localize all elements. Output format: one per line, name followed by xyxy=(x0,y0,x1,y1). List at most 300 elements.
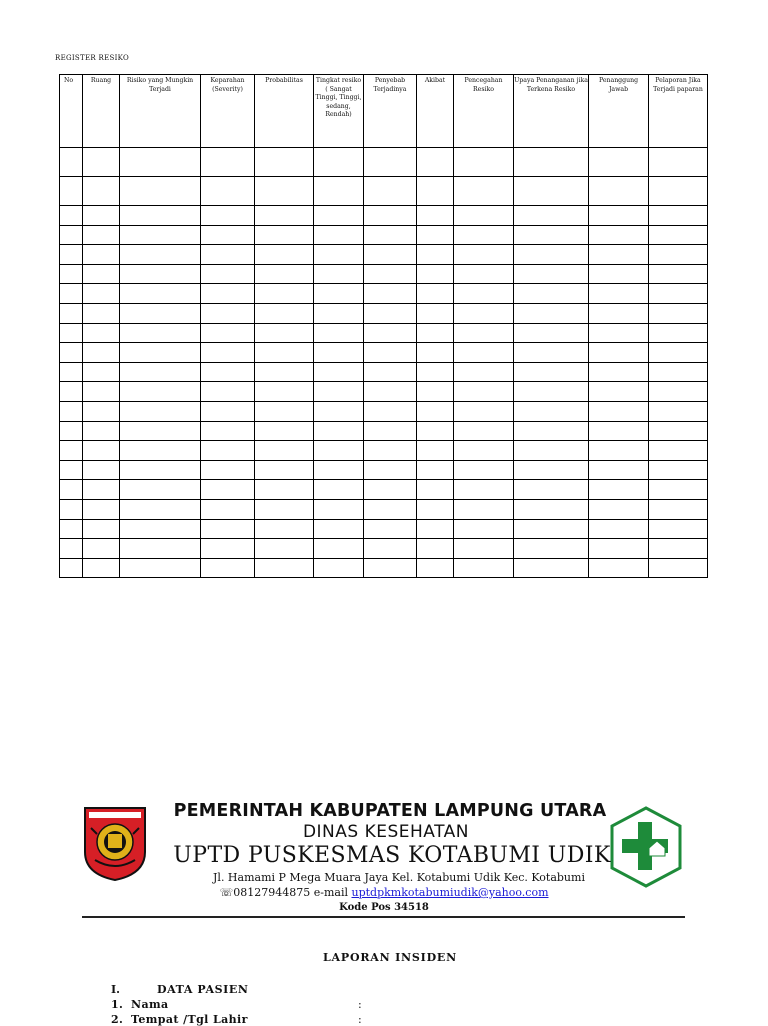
table-cell[interactable] xyxy=(314,284,364,304)
table-cell[interactable] xyxy=(364,362,417,382)
table-cell[interactable] xyxy=(454,480,514,500)
table-cell[interactable] xyxy=(255,460,314,480)
table-cell[interactable] xyxy=(120,225,201,245)
table-cell[interactable] xyxy=(589,441,649,461)
table-cell[interactable] xyxy=(314,441,364,461)
table-cell[interactable] xyxy=(589,480,649,500)
table-cell[interactable] xyxy=(83,343,120,363)
table-cell[interactable] xyxy=(364,480,417,500)
table-cell[interactable] xyxy=(255,148,314,177)
table-cell[interactable] xyxy=(314,225,364,245)
table-cell[interactable] xyxy=(589,264,649,284)
table-cell[interactable] xyxy=(314,401,364,421)
table-cell[interactable] xyxy=(314,558,364,578)
table-cell[interactable] xyxy=(255,441,314,461)
table-cell[interactable] xyxy=(417,148,454,177)
table-cell[interactable] xyxy=(83,401,120,421)
table-cell[interactable] xyxy=(649,401,708,421)
table-cell[interactable] xyxy=(649,382,708,402)
table-cell[interactable] xyxy=(417,362,454,382)
table-cell[interactable] xyxy=(60,441,83,461)
table-cell[interactable] xyxy=(201,264,255,284)
table-cell[interactable] xyxy=(514,441,589,461)
table-cell[interactable] xyxy=(589,558,649,578)
table-cell[interactable] xyxy=(454,362,514,382)
table-cell[interactable] xyxy=(649,323,708,343)
table-cell[interactable] xyxy=(364,323,417,343)
table-cell[interactable] xyxy=(60,401,83,421)
table-cell[interactable] xyxy=(83,441,120,461)
column-header-handling: Upaya Penanganan jika Terkena Resiko xyxy=(514,75,589,148)
table-cell[interactable] xyxy=(255,421,314,441)
table-cell[interactable] xyxy=(454,382,514,402)
table-cell[interactable] xyxy=(514,558,589,578)
table-cell[interactable] xyxy=(649,441,708,461)
table-cell[interactable] xyxy=(201,323,255,343)
table-cell[interactable] xyxy=(201,558,255,578)
letterhead-phone: 08127944875 e-mail xyxy=(233,886,348,899)
table-cell[interactable] xyxy=(417,343,454,363)
table-cell[interactable] xyxy=(589,343,649,363)
column-header-no: No xyxy=(60,75,83,148)
table-cell[interactable] xyxy=(364,441,417,461)
table-cell[interactable] xyxy=(649,303,708,323)
table-cell[interactable] xyxy=(60,558,83,578)
table-cell[interactable] xyxy=(201,343,255,363)
table-header-row xyxy=(60,75,708,148)
table-cell[interactable] xyxy=(120,558,201,578)
table-cell[interactable] xyxy=(83,303,120,323)
table-cell[interactable] xyxy=(314,264,364,284)
table-cell[interactable] xyxy=(514,519,589,539)
column-header-severity: Keparahan (Severity) xyxy=(201,75,255,148)
table-cell[interactable] xyxy=(60,460,83,480)
table-cell[interactable] xyxy=(649,480,708,500)
table-cell[interactable] xyxy=(314,539,364,559)
table-cell[interactable] xyxy=(314,499,364,519)
table-cell[interactable] xyxy=(514,264,589,284)
table-row xyxy=(60,245,708,265)
table-cell[interactable] xyxy=(83,362,120,382)
table-cell[interactable] xyxy=(83,225,120,245)
table-row xyxy=(60,539,708,559)
table-row xyxy=(60,519,708,539)
table-cell[interactable] xyxy=(255,480,314,500)
table-cell[interactable] xyxy=(364,499,417,519)
table-cell[interactable] xyxy=(60,382,83,402)
table-cell[interactable] xyxy=(417,264,454,284)
table-cell[interactable] xyxy=(454,441,514,461)
table-cell[interactable] xyxy=(83,421,120,441)
table-cell[interactable] xyxy=(255,245,314,265)
table-cell[interactable] xyxy=(454,225,514,245)
table-cell[interactable] xyxy=(314,421,364,441)
table-cell[interactable] xyxy=(60,519,83,539)
letterhead-email-link[interactable]: uptdpkmkotabumiudik@yahoo.com xyxy=(351,886,549,899)
table-cell[interactable] xyxy=(649,343,708,363)
table-cell[interactable] xyxy=(314,206,364,226)
table-cell[interactable] xyxy=(83,323,120,343)
table-cell[interactable] xyxy=(60,303,83,323)
field-birth-place-date xyxy=(111,1013,248,1026)
table-cell[interactable] xyxy=(201,284,255,304)
table-cell[interactable] xyxy=(83,177,120,206)
table-cell[interactable] xyxy=(514,499,589,519)
table-cell[interactable] xyxy=(514,177,589,206)
table-cell[interactable] xyxy=(314,382,364,402)
table-cell[interactable] xyxy=(649,225,708,245)
table-cell[interactable] xyxy=(364,558,417,578)
letterhead-address: Jl. Hamami P Mega Muara Jaya Kel. Kotabumi Udik Kec. Kotabumi xyxy=(213,871,585,884)
table-cell[interactable] xyxy=(120,539,201,559)
table-cell[interactable] xyxy=(255,382,314,402)
table-cell[interactable] xyxy=(454,303,514,323)
table-cell[interactable] xyxy=(83,480,120,500)
table-cell[interactable] xyxy=(120,303,201,323)
letterhead-divider xyxy=(82,916,685,918)
table-cell[interactable] xyxy=(83,206,120,226)
report-title: LAPORAN INSIDEN xyxy=(323,951,457,964)
table-cell[interactable] xyxy=(417,323,454,343)
letterhead-department: DINAS KESEHATAN xyxy=(302,822,470,842)
table-cell[interactable] xyxy=(60,480,83,500)
table-row xyxy=(60,206,708,226)
table-row xyxy=(60,264,708,284)
table-cell[interactable] xyxy=(417,421,454,441)
table-cell[interactable] xyxy=(589,284,649,304)
table-cell[interactable] xyxy=(454,421,514,441)
table-cell[interactable] xyxy=(201,499,255,519)
table-row xyxy=(60,480,708,500)
table-cell[interactable] xyxy=(589,382,649,402)
table-cell[interactable] xyxy=(364,382,417,402)
table-cell[interactable] xyxy=(201,480,255,500)
table-cell[interactable] xyxy=(649,499,708,519)
table-cell[interactable] xyxy=(649,421,708,441)
table-cell[interactable] xyxy=(649,264,708,284)
column-header-responsible: Penanggung Jawab xyxy=(589,75,649,148)
table-cell[interactable] xyxy=(60,284,83,304)
table-cell[interactable] xyxy=(201,519,255,539)
table-cell[interactable] xyxy=(83,460,120,480)
table-cell[interactable] xyxy=(417,519,454,539)
table-cell[interactable] xyxy=(514,539,589,559)
table-cell[interactable] xyxy=(201,382,255,402)
table-cell[interactable] xyxy=(255,519,314,539)
letterhead-government: PEMERINTAH KABUPATEN LAMPUNG UTARA xyxy=(173,801,607,821)
table-cell[interactable] xyxy=(514,480,589,500)
table-cell[interactable] xyxy=(364,343,417,363)
table-cell[interactable] xyxy=(201,421,255,441)
table-row xyxy=(60,362,708,382)
table-cell[interactable] xyxy=(83,264,120,284)
table-cell[interactable] xyxy=(589,539,649,559)
table-cell[interactable] xyxy=(120,401,201,421)
letterhead-postal-code: Kode Pos 34518 xyxy=(339,902,429,913)
table-cell[interactable] xyxy=(417,225,454,245)
table-cell[interactable] xyxy=(589,225,649,245)
column-header-cause: Penyebab Terjadinya xyxy=(364,75,417,148)
table-cell[interactable] xyxy=(255,343,314,363)
table-cell[interactable] xyxy=(83,539,120,559)
table-cell[interactable] xyxy=(255,362,314,382)
table-cell[interactable] xyxy=(454,519,514,539)
table-cell[interactable] xyxy=(454,323,514,343)
table-cell[interactable] xyxy=(120,362,201,382)
table-cell[interactable] xyxy=(454,539,514,559)
table-cell[interactable] xyxy=(83,519,120,539)
table-cell[interactable] xyxy=(589,206,649,226)
table-cell[interactable] xyxy=(201,245,255,265)
table-cell[interactable] xyxy=(201,303,255,323)
field-colon: : xyxy=(358,998,362,1011)
table-cell[interactable] xyxy=(417,558,454,578)
table-cell[interactable] xyxy=(120,284,201,304)
table-cell[interactable] xyxy=(83,558,120,578)
table-cell[interactable] xyxy=(454,206,514,226)
table-cell[interactable] xyxy=(314,303,364,323)
table-cell[interactable] xyxy=(120,264,201,284)
table-cell[interactable] xyxy=(364,401,417,421)
table-cell[interactable] xyxy=(60,499,83,519)
table-cell[interactable] xyxy=(314,460,364,480)
table-cell[interactable] xyxy=(255,225,314,245)
table-cell[interactable] xyxy=(649,539,708,559)
table-cell[interactable] xyxy=(589,177,649,206)
table-cell[interactable] xyxy=(120,382,201,402)
table-row xyxy=(60,284,708,304)
table-cell[interactable] xyxy=(589,401,649,421)
table-cell[interactable] xyxy=(589,362,649,382)
table-cell[interactable] xyxy=(417,401,454,421)
table-cell[interactable] xyxy=(60,148,83,177)
table-cell[interactable] xyxy=(649,206,708,226)
table-cell[interactable] xyxy=(364,264,417,284)
column-header-risk-level: Tingkat resiko ( Sangat Tinggi, Tinggi, sedang, Rendah) xyxy=(314,75,364,148)
table-cell[interactable] xyxy=(314,245,364,265)
table-cell[interactable] xyxy=(417,284,454,304)
table-cell[interactable] xyxy=(649,245,708,265)
table-cell[interactable] xyxy=(201,401,255,421)
table-cell[interactable] xyxy=(364,421,417,441)
table-cell[interactable] xyxy=(649,519,708,539)
table-cell[interactable] xyxy=(649,558,708,578)
table-cell[interactable] xyxy=(255,499,314,519)
table-cell[interactable] xyxy=(201,460,255,480)
table-cell[interactable] xyxy=(255,401,314,421)
table-cell[interactable] xyxy=(514,148,589,177)
table-cell[interactable] xyxy=(649,362,708,382)
table-cell[interactable] xyxy=(120,499,201,519)
table-cell[interactable] xyxy=(454,177,514,206)
table-cell[interactable] xyxy=(255,284,314,304)
table-cell[interactable] xyxy=(83,284,120,304)
table-cell[interactable] xyxy=(364,245,417,265)
table-cell[interactable] xyxy=(454,284,514,304)
table-cell[interactable] xyxy=(417,382,454,402)
table-cell[interactable] xyxy=(60,177,83,206)
table-body xyxy=(60,148,708,578)
table-cell[interactable] xyxy=(201,362,255,382)
table-cell[interactable] xyxy=(417,539,454,559)
table-cell[interactable] xyxy=(514,206,589,226)
table-cell[interactable] xyxy=(364,177,417,206)
column-header-risk: Risiko yang Mungkin Terjadi xyxy=(120,75,201,148)
table-row xyxy=(60,460,708,480)
table-cell[interactable] xyxy=(314,343,364,363)
table-cell[interactable] xyxy=(120,441,201,461)
table-cell[interactable] xyxy=(649,460,708,480)
table-cell[interactable] xyxy=(364,460,417,480)
table-cell[interactable] xyxy=(364,284,417,304)
table-cell[interactable] xyxy=(364,539,417,559)
table-cell[interactable] xyxy=(454,558,514,578)
table-cell[interactable] xyxy=(201,148,255,177)
table-cell[interactable] xyxy=(83,148,120,177)
table-cell[interactable] xyxy=(589,245,649,265)
column-header-probability: Probabilitas xyxy=(255,75,314,148)
table-cell[interactable] xyxy=(255,264,314,284)
table-cell[interactable] xyxy=(649,148,708,177)
table-cell[interactable] xyxy=(514,401,589,421)
phone-icon: ☏ xyxy=(219,886,234,899)
table-cell[interactable] xyxy=(120,519,201,539)
table-cell[interactable] xyxy=(60,225,83,245)
table-cell[interactable] xyxy=(120,245,201,265)
field-label: Nama xyxy=(131,998,169,1011)
table-cell[interactable] xyxy=(60,206,83,226)
table-cell[interactable] xyxy=(201,441,255,461)
table-cell[interactable] xyxy=(514,323,589,343)
table-cell[interactable] xyxy=(201,177,255,206)
table-cell[interactable] xyxy=(514,284,589,304)
table-cell[interactable] xyxy=(201,539,255,559)
table-cell[interactable] xyxy=(60,245,83,265)
table-cell[interactable] xyxy=(417,206,454,226)
field-number: 1. xyxy=(111,998,124,1011)
table-cell[interactable] xyxy=(364,225,417,245)
table-cell[interactable] xyxy=(454,401,514,421)
table-cell[interactable] xyxy=(454,264,514,284)
table-cell[interactable] xyxy=(60,362,83,382)
table-cell[interactable] xyxy=(589,460,649,480)
table-row xyxy=(60,499,708,519)
table-cell[interactable] xyxy=(417,460,454,480)
table-cell[interactable] xyxy=(314,323,364,343)
table-row xyxy=(60,177,708,206)
table-row xyxy=(60,148,708,177)
table-cell[interactable] xyxy=(255,206,314,226)
table-cell[interactable] xyxy=(255,558,314,578)
table-cell[interactable] xyxy=(120,460,201,480)
table-cell[interactable] xyxy=(120,421,201,441)
table-cell[interactable] xyxy=(60,421,83,441)
table-cell[interactable] xyxy=(514,362,589,382)
table-cell[interactable] xyxy=(514,382,589,402)
table-cell[interactable] xyxy=(589,303,649,323)
table-cell[interactable] xyxy=(649,177,708,206)
table-cell[interactable] xyxy=(454,499,514,519)
field-label: Tempat /Tgl Lahir xyxy=(131,1013,248,1026)
table-cell[interactable] xyxy=(314,148,364,177)
table-cell[interactable] xyxy=(83,499,120,519)
table-cell[interactable] xyxy=(201,225,255,245)
table-cell[interactable] xyxy=(364,148,417,177)
table-cell[interactable] xyxy=(364,303,417,323)
table-cell[interactable] xyxy=(314,480,364,500)
table-row xyxy=(60,323,708,343)
section-title: DATA PASIEN xyxy=(157,983,249,996)
letterhead-contact xyxy=(0,886,768,899)
table-cell[interactable] xyxy=(514,460,589,480)
table-cell[interactable] xyxy=(417,177,454,206)
table-cell[interactable] xyxy=(255,323,314,343)
table-cell[interactable] xyxy=(589,421,649,441)
table-cell[interactable] xyxy=(589,323,649,343)
table-cell[interactable] xyxy=(514,303,589,323)
table-cell[interactable] xyxy=(454,460,514,480)
table-cell[interactable] xyxy=(589,519,649,539)
table-cell[interactable] xyxy=(255,303,314,323)
table-row xyxy=(60,382,708,402)
table-cell[interactable] xyxy=(314,362,364,382)
field-name xyxy=(111,998,169,1011)
table-cell[interactable] xyxy=(417,441,454,461)
table-cell[interactable] xyxy=(514,421,589,441)
table-row xyxy=(60,421,708,441)
table-cell[interactable] xyxy=(514,245,589,265)
table-cell[interactable] xyxy=(314,177,364,206)
table-cell[interactable] xyxy=(454,343,514,363)
table-cell[interactable] xyxy=(364,206,417,226)
table-cell[interactable] xyxy=(60,343,83,363)
table-cell[interactable] xyxy=(417,480,454,500)
column-header-prevention: Pencegahan Resiko xyxy=(454,75,514,148)
table-cell[interactable] xyxy=(83,245,120,265)
table-cell[interactable] xyxy=(314,519,364,539)
table-cell[interactable] xyxy=(454,245,514,265)
table-cell[interactable] xyxy=(60,264,83,284)
table-cell[interactable] xyxy=(60,539,83,559)
table-cell[interactable] xyxy=(120,480,201,500)
table-cell[interactable] xyxy=(589,148,649,177)
table-cell[interactable] xyxy=(120,148,201,177)
table-cell[interactable] xyxy=(120,323,201,343)
table-row xyxy=(60,441,708,461)
table-cell[interactable] xyxy=(120,206,201,226)
table-row xyxy=(60,343,708,363)
table-cell[interactable] xyxy=(364,519,417,539)
table-cell[interactable] xyxy=(454,148,514,177)
table-cell[interactable] xyxy=(60,323,83,343)
table-cell[interactable] xyxy=(417,303,454,323)
risk-register-table xyxy=(59,74,708,578)
table-cell[interactable] xyxy=(120,177,201,206)
table-cell[interactable] xyxy=(589,499,649,519)
table-cell[interactable] xyxy=(514,343,589,363)
table-cell[interactable] xyxy=(120,343,201,363)
table-cell[interactable] xyxy=(514,225,589,245)
table-cell[interactable] xyxy=(649,284,708,304)
column-header-room: Ruang xyxy=(83,75,120,148)
column-header-reporting: Pelaporan Jika Terjadi paparan xyxy=(649,75,708,148)
table-cell[interactable] xyxy=(255,539,314,559)
table-cell[interactable] xyxy=(201,206,255,226)
table-cell[interactable] xyxy=(417,499,454,519)
table-cell[interactable] xyxy=(417,245,454,265)
table-cell[interactable] xyxy=(255,177,314,206)
table-cell[interactable] xyxy=(83,382,120,402)
